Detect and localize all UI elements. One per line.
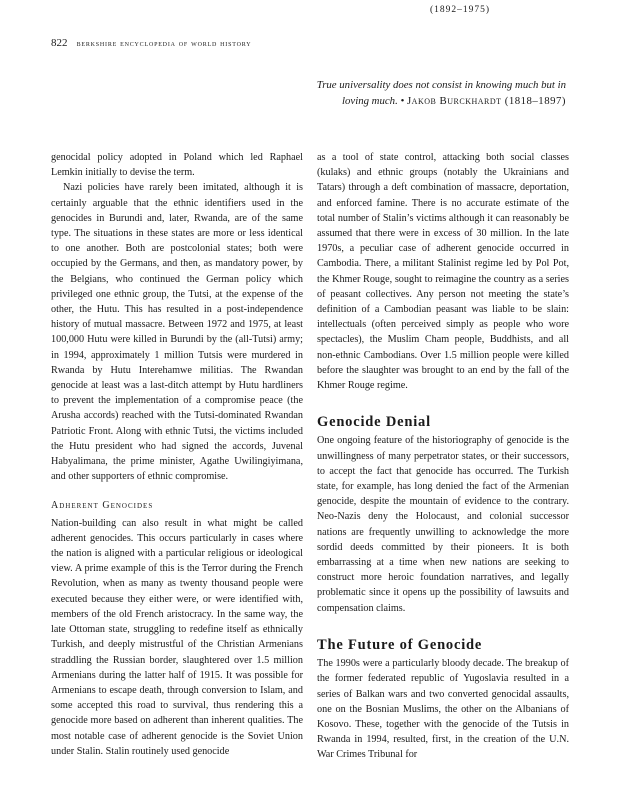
running-head: (1892–1975) xyxy=(430,5,491,15)
subheading-adherent-genocides: Adherent Genocides xyxy=(51,500,154,512)
paragraph: One ongoing feature of the historiography of genocide is the unwillingness of many perpetrator states, or their successors, to accept the fact that genocide has occurred. The Turkish state, for example, has long denied the fact of the Armenian genocide, despite the mountain of evidence to the contrary. Neo-Nazis deny the Holocaust, and colonial successor nations are frequently unwilling to acknowledge the more sordid deeds committed by their pioneers. It is both embarrassing at a time when new nations are seeking to construct more heroic foundation narratives, and legally problematic since it opens up the possibility of lawsuits and compensation claims. xyxy=(317,435,569,614)
heading-future-of-genocide: The Future of Genocide xyxy=(317,636,483,653)
paragraph: genocidal policy adopted in Poland which led Raphael Lemkin initially to devise the term. xyxy=(51,152,303,179)
right-column xyxy=(317,150,569,763)
left-column xyxy=(51,150,303,759)
paragraph: Nation-building can also result in what might be called adherent genocides. This occurs particularly in cases where the nation is aligned with a particular religious or ideological view. A prime example of this is the Terror during the French Revolution, when as many as twenty thousand people were executed because they either were, or were identified with, members of the old French aristocracy. In the same way, the late Ottoman state, struggling to redefine itself as ethnically Turkish, and deeply mistrustful of the Christian Armenians straddling the Russian border, slaughtered over 1.5 million Armenians during the latter half of 1915. It was possible for Armenians to escape death, through conversion to Islam, and some accepted this road to survival, thus rendering this a genocide more based on adherent than inherent qualities. The most notable case of adherent genocide is the Soviet Union under Stalin. Stalin routinely used genocide xyxy=(51,517,303,757)
paragraph: Nazi policies have rarely been imitated, although it is certainly arguable that the ethnic identifiers used in the genocides in Burundi and, later, Rwanda, are of the same type. The situations in these states are more or less identical to one another. Both are postcolonial states; both were occupied by the Germans, and then, as mandatory power, by the Belgians, who continued the German policy which privileged one ethnic group, the Tutsi, at the expense of the other, the Hutu. This has resulted in a post-independence history of mutual massacre. Between 1972 and 1975, at least 100,000 Hutu were killed in Burundi by the (all-Tutsi) army; in 1994, approximately 1 million Tutsis were murdered in Rwanda by Hutu Interehamwe militias. The Rwandan genocide at least was a last-ditch attempt by Hutu hardliners to prevent the implementation of a compromise peace (the Arusha accords) reached with the Tutsi-dominated Rwandan Patriotic Front. Along with ethnic Tutsi, the victims included the Hutu president who had signed the accords, Juvenal Habyalimana, the prime minister, Agathe Uwilingiyimana, and other supporters of ethnic compromise. xyxy=(51,182,303,483)
heading-genocide-denial: Genocide Denial xyxy=(317,414,431,431)
epigraph-bullet: • xyxy=(400,94,405,107)
epigraph-quote: True universality does not consist in knowing much but in loving much. xyxy=(316,79,566,107)
epigraph xyxy=(300,78,566,109)
epigraph-attribution: Jakob Burckhardt (1818–1897) xyxy=(406,94,566,107)
book-title: berkshire encyclopedia of world history xyxy=(76,38,252,48)
paragraph: The 1990s were a particularly bloody decade. The breakup of the former federated republic of Yugoslavia resulted in a series of Balkan wars and two converted genocidal assaults, one on the Bosnian Muslims, the other on the Albanians of Kosovo. These, together with the genocide of the Tutsis in Rwanda in 1994, resulted, first, in the creation of the U.N. War Crimes Tribunal for xyxy=(317,658,569,761)
page-number: 822 xyxy=(51,37,68,49)
page-folio xyxy=(51,37,451,49)
paragraph: as a tool of state control, attacking both social classes (kulaks) and ethnic groups (notably the Ukrainians and Tatars) through a deft combination of massacre, deportation, and enforced famine. There is no accurate estimate of the total number of Stalin’s victims although it can reasonably be assumed that there were in excess of 30 million. In the late 1970s, a peculiar case of adherent genocide occurred in Cambodia. There, a militant Stalinist regime led by Pol Pot, the Khmer Rouge, sought to reimagine the country as a series of peasant collectives. Any person not meeting the state’s definition of a Cambodian peasant was liable to be slain: intellectuals (often perceived simply as people who wore spectacles), the Muslim Cham people, Buddhists, and all non-ethnic Cambodians. Over 1.5 million people were killed before the slaughter was brought to an end by the fall of the Khmer Rouge regime. xyxy=(317,152,569,392)
